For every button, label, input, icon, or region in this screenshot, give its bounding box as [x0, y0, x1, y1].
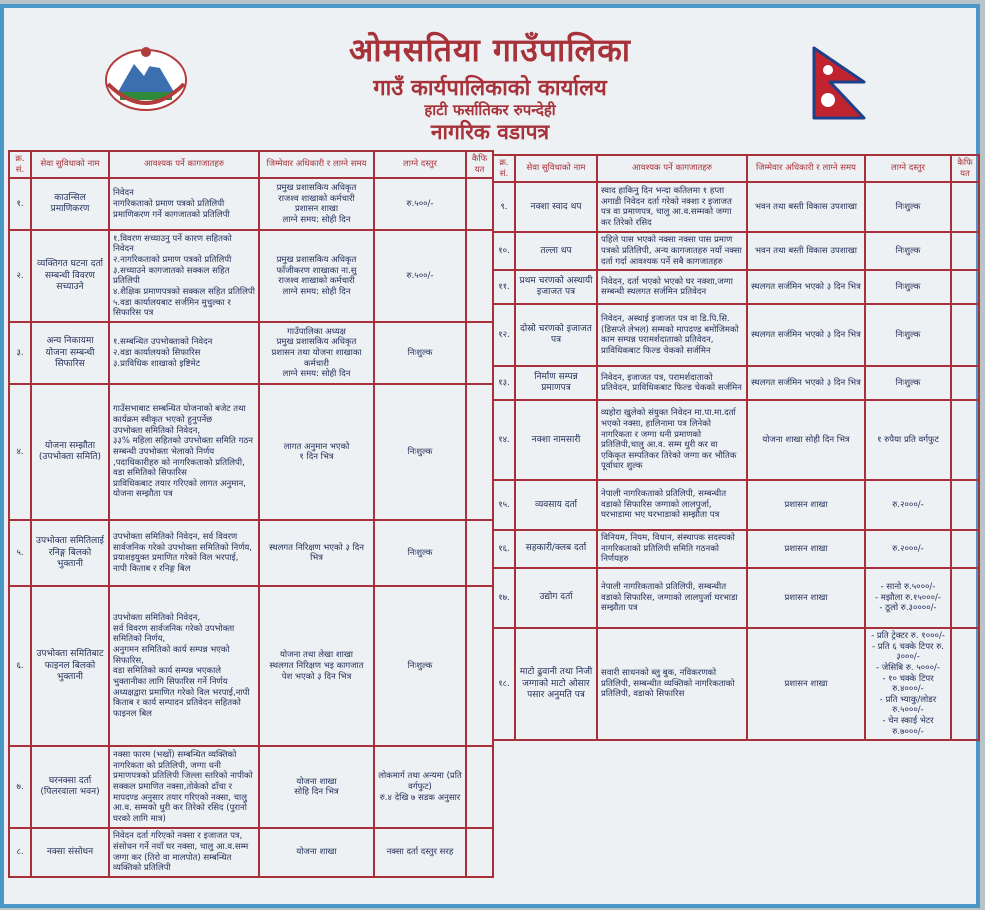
charter-table-left	[8, 150, 494, 878]
citizen-charter-board	[0, 4, 980, 908]
officer-time-cell: स्थलगत सर्जमिन भएको ३ दिन भित्र	[747, 304, 865, 366]
header-service: सेवा सुविधाको नाम	[515, 155, 597, 182]
fee-cell: निःशुल्क	[865, 366, 951, 400]
header-remarks: कैफियत	[466, 151, 493, 178]
table-row	[493, 366, 979, 400]
fee-cell: निःशुल्क	[374, 586, 466, 746]
service-name-cell: नक्सा संसोधन	[31, 828, 109, 877]
header-serial: क्र.सं.	[9, 151, 31, 178]
service-name-cell: निर्माण सम्पन्न प्रमाणपत्र	[515, 366, 597, 400]
service-name-cell: व्यवसाय दर्ता	[515, 480, 597, 530]
remarks-cell	[466, 322, 493, 384]
header-serial: क्र.सं.	[493, 155, 515, 182]
service-name-cell: माटो ढुवानी तथा निजी जग्गाको माटो ओसार पसार अनुमति पत्र	[515, 628, 597, 740]
charter-table-right	[492, 154, 980, 741]
charter-title: नागरिक वडापत्र	[430, 120, 550, 144]
fee-cell: नक्सा दर्ता दस्तुर सरह	[374, 828, 466, 877]
documents-cell: १.सम्बन्धित उपभोक्ताको निवेदन २.वडा कार्यालयको सिफारिस ३.प्राविधिक शाखाको इष्टिमेट	[109, 322, 259, 384]
service-name-cell: प्रथम चरणको अस्थायी इजाजत पत्र	[515, 270, 597, 304]
service-name-cell: उद्योग दर्ता	[515, 568, 597, 628]
table-row	[9, 322, 493, 384]
fee-cell: रु.५००/-	[374, 178, 466, 230]
documents-cell: व्यहोरा खुलेको संयुक्त निवेदन मा.पा.मा.दर्ता भएको नक्सा, हालिनामा पत्र लिनेको नागरिकता र जग्गा धनी प्रमाणको प्रतिलिपी,चालु आ.व. सम्म धुरी कर वा एकिकृत सम्पतिकर तिरेको जग्गा कर भौतिक पूर्वाधार शुल्क	[597, 400, 747, 480]
serial-cell: ३.	[9, 322, 31, 384]
serial-cell: ४.	[9, 384, 31, 520]
office-title: गाउँ कार्यपालिकाको कार्यालय	[373, 76, 607, 101]
serial-cell: १३.	[493, 366, 515, 400]
documents-cell: विनियम, नियम, विधान, संस्थापक सदस्यको नागरिकताको प्रतिलिपी समिति गठनको निर्णयहरु	[597, 530, 747, 568]
remarks-cell	[951, 628, 979, 740]
remarks-cell	[466, 520, 493, 586]
table-row	[9, 178, 493, 230]
service-name-cell: नक्शा नामसारी	[515, 400, 597, 480]
table-row	[493, 400, 979, 480]
table-row	[493, 628, 979, 740]
remarks-cell	[951, 182, 979, 232]
header-documents: आवश्यक पर्ने कागजातहरु	[597, 155, 747, 182]
documents-cell: १.विवरण सच्याउनु पर्ने कारण सहितको निवेदन २.नागरिकताको प्रमाण पत्रको प्रतिलिपी ३.सच्याउने कागजातको सक्कल सहित प्रतिलिपी ४.शैक्षिक प्रमाणपत्रको सक्कल सहित प्रतिलिपी ५.वडा कार्यालयबाट सर्जमिन मुचुल्का र सिफारिस पत्र	[109, 230, 259, 322]
documents-cell: निवेदन, दर्ता भएको भएको घर नक्शा,जग्गा सम्बन्धी स्थलगत सर्जमिन प्रतिवेदन	[597, 270, 747, 304]
remarks-cell	[951, 530, 979, 568]
table-row	[493, 530, 979, 568]
table-row	[493, 270, 979, 304]
serial-cell: १२.	[493, 304, 515, 366]
header	[4, 8, 976, 148]
serial-cell: १.	[9, 178, 31, 230]
fee-cell: निःशुल्क	[374, 384, 466, 520]
remarks-cell	[466, 828, 493, 877]
table-row	[9, 746, 493, 828]
office-address: हाटी फर्सातिकर रुपन्देही	[424, 101, 556, 119]
remarks-cell	[951, 304, 979, 366]
serial-cell: ८.	[9, 828, 31, 877]
officer-time-cell: प्रमुख प्रशासकिय अधिकृत राजश्व शाखाको कर्मचारी प्रशासन शाखा लाग्ने समय: सोही दिन	[259, 178, 374, 230]
service-name-cell: दोस्रो चरणको इजाजत पत्र	[515, 304, 597, 366]
serial-cell: १५.	[493, 480, 515, 530]
documents-cell: निवेदन नागरिकताको प्रमाण पत्रको प्रतिलिपी प्रमाणिकरण गर्ने कागजातको प्रतिलिपी	[109, 178, 259, 230]
officer-time-cell: भवन तथा बस्ती विकास उपशाखा	[747, 232, 865, 270]
serial-cell: ६.	[9, 586, 31, 746]
remarks-cell	[466, 230, 493, 322]
officer-time-cell: प्रशासन शाखा	[747, 480, 865, 530]
serial-cell: १६.	[493, 530, 515, 568]
officer-time-cell: गाउँपालिका अध्यक्ष प्रमुख प्रशासकिय अधिकृत प्रशासन तथा योजना शाखाका कर्मचारी लाग्ने समय: सोही दिन	[259, 322, 374, 384]
header-fee: लाग्ने दस्तुर	[374, 151, 466, 178]
documents-cell: नेपाली नागरिकताको प्रतिलिपी, सम्बन्धीत वडाको सिफारिस जग्गाको लालपुर्जा, घरभाडामा भए घरभाडाको सम्झौता पत्र	[597, 480, 747, 530]
fee-cell: रु.२०००/-	[865, 530, 951, 568]
service-name-cell: नक्शा स्वाद थप	[515, 182, 597, 232]
fee-cell: - सानो रु.५०००/- - मझौला रु.१५०००/- - ठूलो रु.३००००/-	[865, 568, 951, 628]
nepal-flag-icon	[812, 46, 870, 120]
service-name-cell: अन्य निकायमा योजना सम्बन्धी सिफारिस	[31, 322, 109, 384]
table-row	[493, 232, 979, 270]
remarks-cell	[466, 178, 493, 230]
documents-cell: नक्सा फारम (भर्खो) सम्बन्धित व्यक्तिको नागरिकता को प्रतिलिपी, जग्गा धनी प्रमाणपत्रको प्रतिलिपी जिल्ला स्तरिको नापीको सक्कल प्रमाणित नक्सा,तोकेको ढाँचा र मापदण्ड अनुसार तयार गरिएको नक्सा, चालु आ.व. सम्मको धुरी कर तिरेको रसिद (पुरानो घरको लागि मात्र)	[109, 746, 259, 828]
fee-cell: लोकमार्ग तथा अन्यमा (प्रति वर्गफुट) रु.४ देखि ७ सडक अनुसार	[374, 746, 466, 828]
documents-cell: गाउँसभाबाट सम्बन्धित योजनाको बजेट तथा कार्यक्रम स्वीकृत भएको हुनुपर्नेछ उपभोक्ता समितिको निवेदन, ३३% महिला सहितको उपभोक्ता समिति गठन सम्बन्धी उपभोक्ता भेलाको निर्णय ,पदाधिकारीहरु को नागरिकताको प्रतिलिपी, वडा समितिको सिफारिस प्राविधिकबाट तयार गरिएको लागत अनुमान, योजना सम्झौता पत्र	[109, 384, 259, 520]
remarks-cell	[951, 568, 979, 628]
documents-cell: निवेदन दर्ता गरिएको नक्सा र इजाजत पत्र, संसोधन गर्ने नयाँ घर नक्सा, चालु आ.व.सम्म जग्गा कर (तिरो वा मालपोत) सम्बन्धित व्यक्तिको प्रतिलिपी	[109, 828, 259, 877]
service-name-cell: काउन्सिल प्रमाणिकरण	[31, 178, 109, 230]
table-row	[9, 520, 493, 586]
documents-cell: निवेदन, इजाजत पत्र, परामर्शदाताको प्रतिवेदन, प्राविधिकबाट फिल्ड चेकको सर्जमिन	[597, 366, 747, 400]
fee-cell: रु.५००/-	[374, 230, 466, 322]
table-header-row	[493, 155, 979, 182]
fee-cell: निःशुल्क	[374, 520, 466, 586]
remarks-cell	[466, 586, 493, 746]
table-row	[493, 182, 979, 232]
serial-cell: १८.	[493, 628, 515, 740]
municipality-title: ओमसतिया गाउँपालिका	[348, 31, 632, 69]
documents-cell: सवारी साधनको ब्लु बुक, नविकरणको प्रतिलिपी, सम्बन्धीत व्यक्तिको नागरिकताको प्रतिलिपी, वडाको सिफारिस	[597, 628, 747, 740]
fee-cell: रु.२०००/-	[865, 480, 951, 530]
fee-cell: १ रुपैया प्रति वर्गफुट	[865, 400, 951, 480]
header-documents: आवश्यक पर्ने कागजातहरु	[109, 151, 259, 178]
table-header-row	[9, 151, 493, 178]
serial-cell: ९.	[493, 182, 515, 232]
service-name-cell: सहकारी/क्लब दर्ता	[515, 530, 597, 568]
officer-time-cell: योजना शाखा	[259, 828, 374, 877]
fee-cell: निःशुल्क	[374, 322, 466, 384]
remarks-cell	[951, 480, 979, 530]
table-row	[493, 568, 979, 628]
service-name-cell: योजना सम्झौता (उपभोक्ता समिति)	[31, 384, 109, 520]
header-officer: जिम्मेवार अधिकारी र लाग्ने समय	[747, 155, 865, 182]
officer-time-cell: प्रशासन शाखा	[747, 530, 865, 568]
table-row	[9, 230, 493, 322]
serial-cell: १७.	[493, 568, 515, 628]
table-row	[493, 304, 979, 366]
officer-time-cell: योजना शाखा सोहि दिन भित्र	[259, 746, 374, 828]
serial-cell: १०.	[493, 232, 515, 270]
serial-cell: २.	[9, 230, 31, 322]
officer-time-cell: लागत अनुमान भएको १ दिन भित्र	[259, 384, 374, 520]
service-name-cell: व्यक्तिगत घटना दर्ता सम्बन्धी विवरण सच्याउने	[31, 230, 109, 322]
serial-cell: ५.	[9, 520, 31, 586]
header-officer: जिम्मेवार अधिकारी र लाग्ने समय	[259, 151, 374, 178]
documents-cell: पहिले पास भएको नक्सा नक्सा पास प्रमाण पत्रको प्रतिलिपी, अन्य कागजातहरु नयाँ नक्सा दर्ता गर्दा आवश्यक पर्ने सबै कागजातहरु	[597, 232, 747, 270]
table-row	[9, 384, 493, 520]
officer-time-cell: प्रशासन शाखा	[747, 568, 865, 628]
documents-cell: उपभोक्ता समितिको निवेदन, सर्व विवरण सार्वजनिक गरेको उपभोक्ता समितिको निर्णय, प्रयाशइयुक्त प्रमाणित गरेको विल भरपाई, नापी किताब र रनिङ्ग बिल	[109, 520, 259, 586]
remarks-cell	[466, 746, 493, 828]
officer-time-cell: प्रमुख प्रशासकिय अधिकृत फाँजीकरण शाखाका ना.सु राजश्व शाखाको कर्मचारी लाग्ने समय: सोही दिन	[259, 230, 374, 322]
service-name-cell: उपभोक्ता समितिबाट फाइनल बिलको भुक्तानी	[31, 586, 109, 746]
header-fee: लाग्ने दस्तुर	[865, 155, 951, 182]
service-name-cell: घरनक्सा दर्ता (पिलरवाला भवन)	[31, 746, 109, 828]
officer-time-cell: स्थलगत निरिक्षण भएको ३ दिन भित्र	[259, 520, 374, 586]
fee-cell: निःशुल्क	[865, 232, 951, 270]
officer-time-cell: स्थलगत सर्जमिन भएको ३ दिन भित्र	[747, 366, 865, 400]
serial-cell: ७.	[9, 746, 31, 828]
officer-time-cell: प्रशासन शाखा	[747, 628, 865, 740]
table-row	[493, 480, 979, 530]
remarks-cell	[951, 270, 979, 304]
fee-cell: निःशुल्क	[865, 304, 951, 366]
header-remarks: कैफियत	[951, 155, 979, 182]
officer-time-cell: भवन तथा बस्ती विकास उपशाखा	[747, 182, 865, 232]
remarks-cell	[951, 366, 979, 400]
documents-cell: स्वाद हाकिनु दिन भन्दा कतिलमा १ हप्ता अगाडी निवेदन दर्ता गरेको नक्शा र इजाजत पत्र वा प्रमाणपत्र, चालु आ.व.सम्मको जग्गा कर तिरेको रसिद	[597, 182, 747, 232]
officer-time-cell: योजना तथा लेखा शाखा स्थलगत निरिक्षण भइ कागजात पेश भएको ३ दिन भित्र	[259, 586, 374, 746]
fee-cell: निःशुल्क	[865, 182, 951, 232]
fee-cell: निःशुल्क	[865, 270, 951, 304]
remarks-cell	[951, 400, 979, 480]
officer-time-cell: योजना शाखा सोही दिन भित्र	[747, 400, 865, 480]
documents-cell: उपभोक्ता समितिको निवेदन, सर्व विवरण सार्वजनिक गरेको उपभोक्ता समितिको निर्णय, अनुगमन समितिको कार्य सम्पन्न भएको सिफारिस, वडा समितिको कार्य सम्पन्न भएकाले भुक्तानीका लागि सिफारिस गर्ने निर्णय अध्यक्षद्वारा प्रमाणित गरेको विल भरपाई,नापी किताब र कार्य सम्पादन प्रतिवेदन सहितको फाइनल बिल	[109, 586, 259, 746]
header-service: सेवा सुविधाको नाम	[31, 151, 109, 178]
service-name-cell: तल्ला थप	[515, 232, 597, 270]
table-row	[9, 828, 493, 877]
fee-cell: - प्रति ट्रेक्टर रु. १०००/- - प्रति ६ चक्के टिपर रु. ३०००/- - जेसिबि रु. ५०००/- - १० चक्के टिपर रु.४०००/- - प्रति भ्याकु/लोडर रु.५०००/- - चेन स्काई भेटर रु.७०००/-	[865, 628, 951, 740]
service-name-cell: उपभोक्ता समितिलाई रनिङ्ग बिलको भुक्तानी	[31, 520, 109, 586]
serial-cell: १४.	[493, 400, 515, 480]
documents-cell: निवेदन, अस्थाई इजाजत पत्र वा डि.पि.सि. (डिसप्ले लेभल) सम्मको मापदण्ड बमोजिमको काम सम्पन्न परामर्शदाताको प्रतिवेदन, प्राविधिकबाट फिल्ड चेकको सर्जमिन	[597, 304, 747, 366]
documents-cell: नेपाली नागरिकताको प्रतिलिपी, सम्बन्धीत वडाको सिफारिस, जग्गाको लालपुर्जा घरभाडा सम्झौता पत्र	[597, 568, 747, 628]
remarks-cell	[466, 384, 493, 520]
table-row	[9, 586, 493, 746]
serial-cell: ११.	[493, 270, 515, 304]
officer-time-cell: स्थलगत सर्जमिन भएको ३ दिन भित्र	[747, 270, 865, 304]
remarks-cell	[951, 232, 979, 270]
